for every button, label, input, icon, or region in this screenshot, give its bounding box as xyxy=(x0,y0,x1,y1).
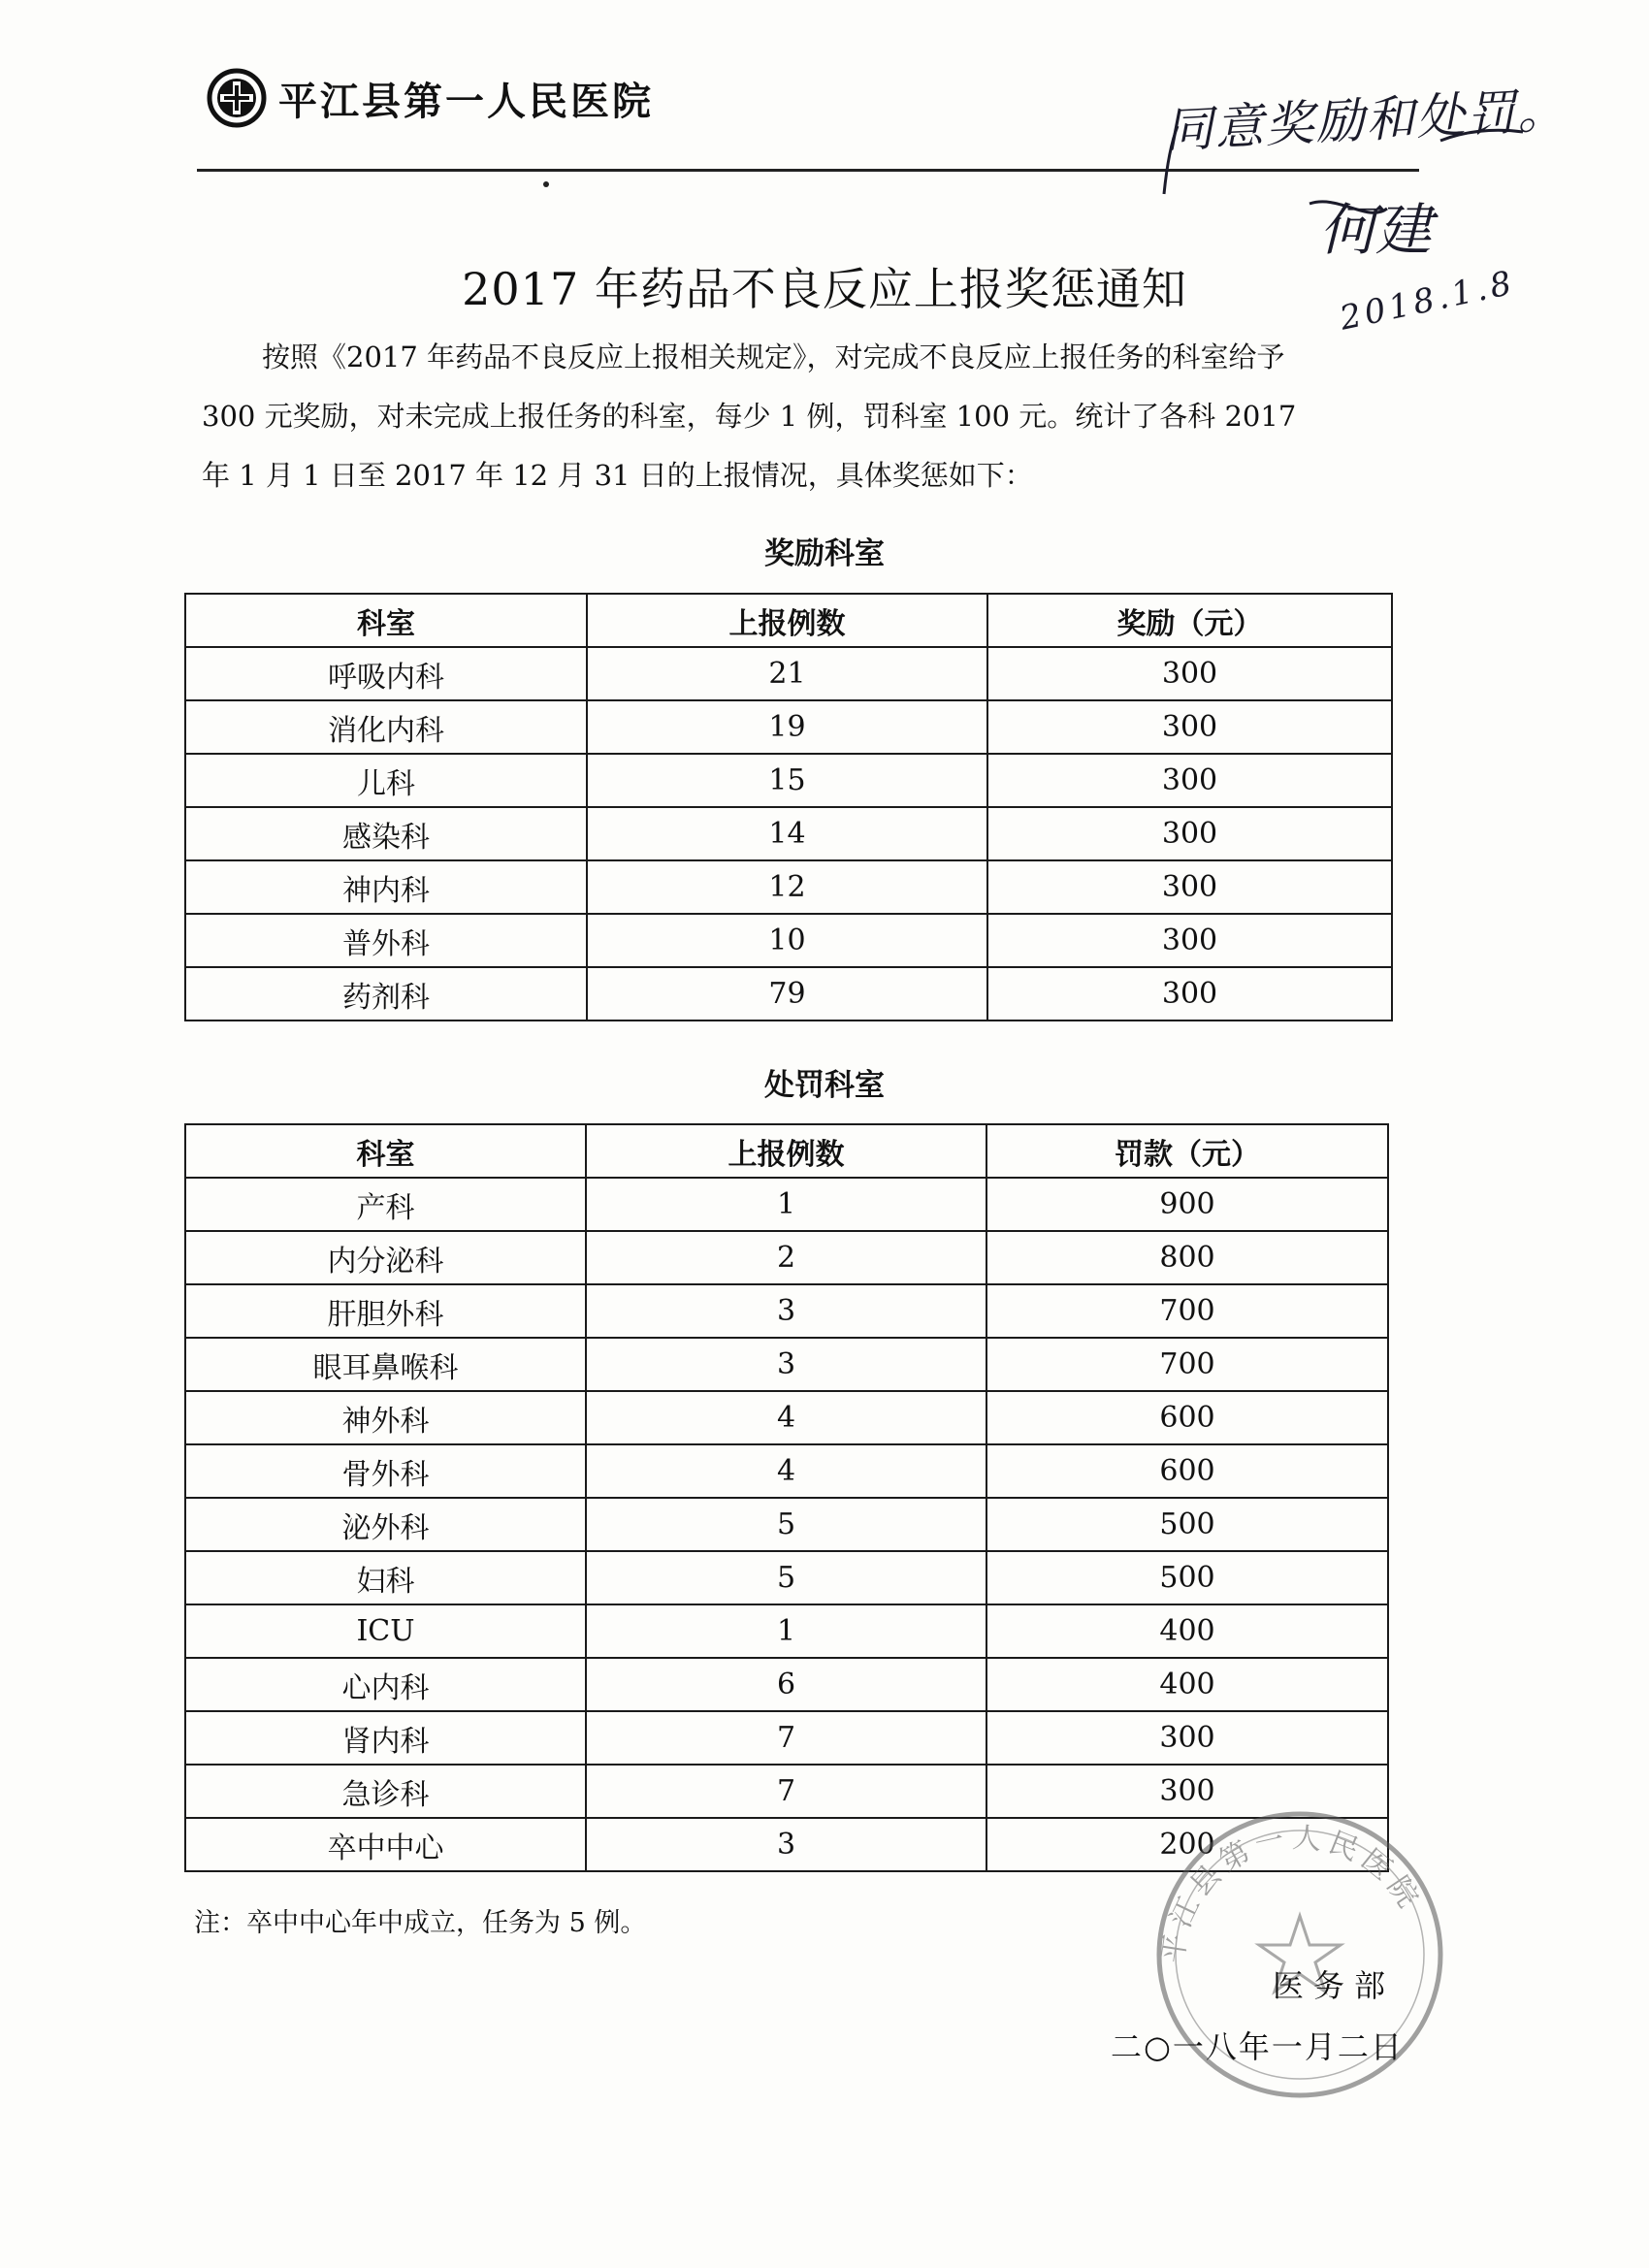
reward-row xyxy=(185,807,1392,860)
penalty-cell-amount: 400 xyxy=(986,1604,1388,1658)
reward-row xyxy=(185,700,1392,754)
penalty-cell-dept: 妇科 xyxy=(185,1551,586,1604)
penalty-cell-amount: 600 xyxy=(986,1444,1388,1498)
penalty-row xyxy=(185,1231,1388,1284)
penalty-row xyxy=(185,1658,1388,1711)
penalty-cell-count: 1 xyxy=(586,1604,986,1658)
penalty-cell-amount: 700 xyxy=(986,1284,1388,1338)
penalty-cell-dept: 产科 xyxy=(185,1178,586,1231)
reward-header-dept: 科室 xyxy=(185,594,587,647)
reward-row xyxy=(185,967,1392,1021)
penalty-cell-dept: 肾内科 xyxy=(185,1711,586,1765)
penalty-cell-count: 2 xyxy=(586,1231,986,1284)
penalty-cell-dept: 心内科 xyxy=(185,1658,586,1711)
reward-row xyxy=(185,860,1392,914)
reward-cell-count: 79 xyxy=(587,967,987,1021)
hospital-logo-icon xyxy=(207,68,267,128)
reward-cell-amount: 300 xyxy=(987,860,1392,914)
penalty-cell-dept: 骨外科 xyxy=(185,1444,586,1498)
penalty-cell-amount: 400 xyxy=(986,1658,1388,1711)
reward-cell-amount: 300 xyxy=(987,914,1392,967)
penalty-cell-amount: 200 xyxy=(986,1818,1388,1871)
penalty-cell-dept: 泌外科 xyxy=(185,1498,586,1551)
letterhead xyxy=(207,68,654,128)
penalty-row xyxy=(185,1338,1388,1391)
penalty-cell-dept: 眼耳鼻喉科 xyxy=(185,1338,586,1391)
penalty-cell-amount: 500 xyxy=(986,1551,1388,1604)
penalty-cell-dept: 急诊科 xyxy=(185,1765,586,1818)
handwritten-approval-text: 同意奖励和处罚。 xyxy=(1162,81,1569,159)
reward-cell-count: 19 xyxy=(587,700,987,754)
penalty-table xyxy=(184,1123,1389,1872)
hospital-name: 平江县第一人民医院 xyxy=(278,79,654,124)
penalty-cell-count: 1 xyxy=(586,1178,986,1231)
penalty-cell-dept: ICU xyxy=(185,1604,586,1658)
reward-cell-amount: 300 xyxy=(987,807,1392,860)
issuing-department: 医务部 xyxy=(1273,1967,1396,2004)
reward-cell-count: 10 xyxy=(587,914,987,967)
reward-header-amount: 奖励（元） xyxy=(987,594,1392,647)
handwritten-date: 2018.1.8 xyxy=(1336,263,1519,339)
reward-cell-dept: 呼吸内科 xyxy=(185,647,587,700)
penalty-section-title: 处罚科室 xyxy=(764,1068,885,1103)
penalty-header-row xyxy=(185,1124,1388,1178)
penalty-cell-dept: 肝胆外科 xyxy=(185,1284,586,1338)
reward-cell-count: 14 xyxy=(587,807,987,860)
penalty-cell-count: 3 xyxy=(586,1818,986,1871)
penalty-cell-amount: 800 xyxy=(986,1231,1388,1284)
penalty-cell-amount: 500 xyxy=(986,1498,1388,1551)
penalty-cell-count: 3 xyxy=(586,1284,986,1338)
penalty-cell-amount: 300 xyxy=(986,1765,1388,1818)
penalty-cell-count: 4 xyxy=(586,1444,986,1498)
reward-table xyxy=(184,593,1393,1021)
reward-cell-dept: 儿科 xyxy=(185,754,587,807)
intro-line-3: 年 1 月 1 日至 2017 年 12 月 31 日的上报情况，具体奖惩如下： xyxy=(202,459,1033,492)
penalty-row xyxy=(185,1551,1388,1604)
penalty-cell-dept: 神外科 xyxy=(185,1391,586,1444)
intro-line-1: 按照《2017 年药品不良反应上报相关规定》，对完成不良反应上报任务的科室给予 xyxy=(262,340,1285,373)
penalty-row xyxy=(185,1391,1388,1444)
intro-line-2: 300 元奖励，对未完成上报任务的科室，每少 1 例，罚科室 100 元。统计了各科 2017 xyxy=(202,400,1297,433)
reward-header-count: 上报例数 xyxy=(587,594,987,647)
reward-cell-count: 21 xyxy=(587,647,987,700)
reward-cell-dept: 普外科 xyxy=(185,914,587,967)
penalty-row xyxy=(185,1604,1388,1658)
footnote: 注：卒中中心年中成立，任务为 5 例。 xyxy=(194,1908,647,1938)
reward-row xyxy=(185,754,1392,807)
penalty-header-dept: 科室 xyxy=(185,1124,586,1178)
header-dot xyxy=(543,181,549,187)
penalty-cell-amount: 300 xyxy=(986,1711,1388,1765)
seal-text: 平江县第一人民医院 xyxy=(1155,1821,1429,1966)
reward-section-title: 奖励科室 xyxy=(764,536,885,571)
penalty-row xyxy=(185,1498,1388,1551)
reward-header-row xyxy=(185,594,1392,647)
penalty-cell-count: 6 xyxy=(586,1658,986,1711)
reward-cell-dept: 神内科 xyxy=(185,860,587,914)
penalty-row xyxy=(185,1444,1388,1498)
penalty-cell-count: 5 xyxy=(586,1498,986,1551)
reward-cell-count: 15 xyxy=(587,754,987,807)
penalty-cell-dept: 内分泌科 xyxy=(185,1231,586,1284)
penalty-cell-count: 3 xyxy=(586,1338,986,1391)
reward-cell-dept: 消化内科 xyxy=(185,700,587,754)
reward-cell-dept: 药剂科 xyxy=(185,967,587,1021)
penalty-cell-amount: 900 xyxy=(986,1178,1388,1231)
handwritten-signature: 何建 xyxy=(1319,197,1433,263)
penalty-cell-count: 4 xyxy=(586,1391,986,1444)
intro-paragraph xyxy=(202,328,1414,505)
penalty-cell-count: 7 xyxy=(586,1765,986,1818)
document-title: 2017 年药品不良反应上报奖惩通知 xyxy=(462,263,1187,315)
penalty-header-count: 上报例数 xyxy=(586,1124,986,1178)
penalty-row xyxy=(185,1711,1388,1765)
reward-row xyxy=(185,914,1392,967)
reward-cell-amount: 300 xyxy=(987,754,1392,807)
reward-cell-amount: 300 xyxy=(987,647,1392,700)
reward-row xyxy=(185,647,1392,700)
reward-cell-dept: 感染科 xyxy=(185,807,587,860)
penalty-cell-amount: 600 xyxy=(986,1391,1388,1444)
penalty-cell-dept: 卒中中心 xyxy=(185,1818,586,1871)
penalty-cell-amount: 700 xyxy=(986,1338,1388,1391)
penalty-header-amount: 罚款（元） xyxy=(986,1124,1388,1178)
reward-cell-amount: 300 xyxy=(987,967,1392,1021)
reward-cell-amount: 300 xyxy=(987,700,1392,754)
reward-cell-count: 12 xyxy=(587,860,987,914)
penalty-row xyxy=(185,1178,1388,1231)
issue-date: 二○一八年一月二日 xyxy=(1111,2028,1404,2065)
penalty-row xyxy=(185,1284,1388,1338)
penalty-cell-count: 5 xyxy=(586,1551,986,1604)
penalty-cell-count: 7 xyxy=(586,1711,986,1765)
